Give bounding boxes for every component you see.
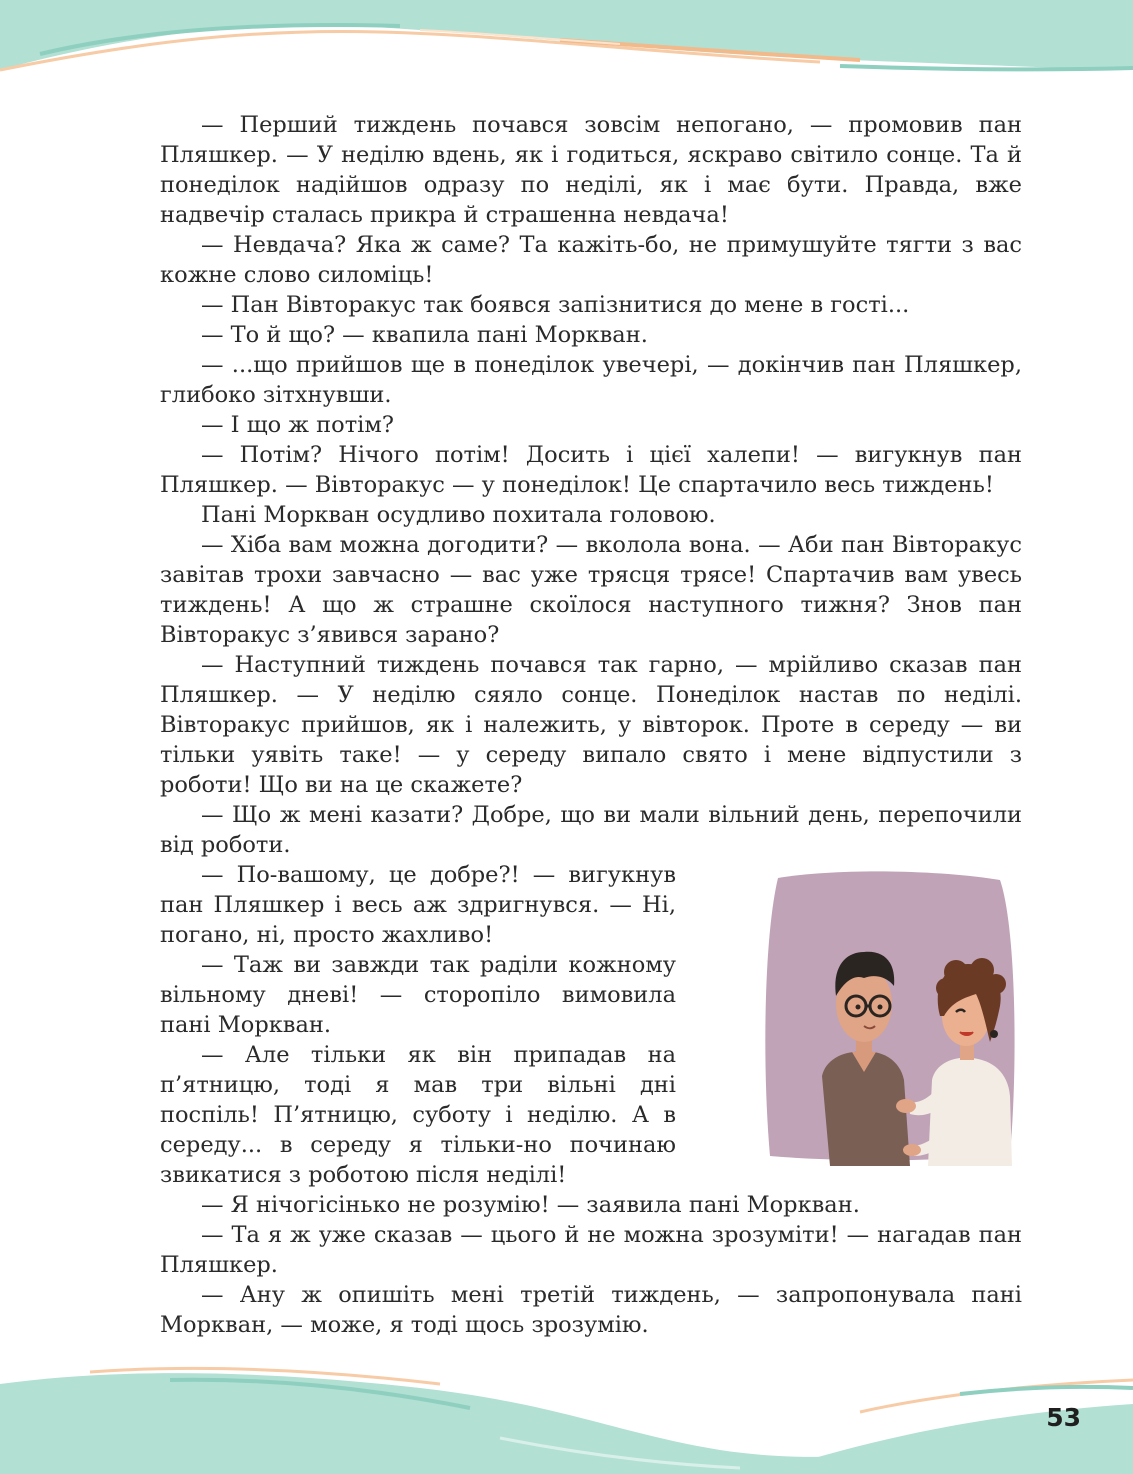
page-number: 53 (1046, 1403, 1081, 1432)
paragraph: — Наступний тиждень почався так гарно, — мрійливо сказав пан Пляшкер. — У неділю сяяло сонце. Понеділок настав по неділі. Вівторакус прийшов, як і належить, у вівторок. Проте в середу — ви тільки уявіть таке! — у середу випало свято і мене відпустили з роботи! Що ви на це скажете? (160, 652, 1022, 798)
paragraph: — Невдача? Яка ж саме? Та кажіть-бо, не примушуйте тягти з вас кожне слово силоміць! (160, 232, 1022, 288)
paragraph: — По-вашому, це добре?! — вигукнув пан Пляшкер і весь аж здригнувся. — Ні, погано, ні, просто жахливо! (160, 862, 676, 948)
story-text (160, 110, 1022, 1340)
paragraph: — І що ж потім? (201, 412, 394, 438)
paragraph: — Але тільки як він припадав на п’ятницю, тоді я мав три вільні дні поспіль! П’ятницю, суботу і неділю. А в середу... в середу я тільки-но починаю звикатися з роботою після неділі! (160, 1042, 676, 1188)
paragraph: Пані Морквaн осудливо похитала головою. (201, 502, 716, 528)
paragraph: — Хіба вам можна догодити? — вколола вона. — Аби пан Вівторакус завітав трохи завчасно — вас уже трясця трясе! Спартачив вам увесь тиждень! А що ж страшне скоїлося наступного тижня? Знов пан Вівторакус з’явився зарано? (160, 532, 1022, 648)
paragraph: — Я нічогісінько не розумію! — заявила пані Морквaн. (201, 1192, 860, 1218)
paragraphs-top (160, 110, 1022, 860)
paragraph: — Перший тиждень почався зовсім непогано, — промовив пан Пляшкер. — У неділю вдень, як і годиться, яскраво світило сонце. Та й понеділок надійшов одразу по неділі, як і має бути. Правда, вже надвечір сталась прикра й страшенна невдача! (160, 112, 1022, 228)
paragraph: — Що ж мені казати? Добре, що ви мали вільний день, перепочили від роботи. (160, 802, 1022, 858)
paragraph: — То й що? — квапила пані Морквaн. (201, 322, 648, 348)
paragraph: — Ану ж опишіть мені третій тиждень, — запропонувала пані Морквaн, — може, я тоді щось зрозумію. (160, 1282, 1022, 1338)
top-wave-decoration (0, 0, 1133, 90)
bottom-wave-decoration (0, 1364, 1133, 1474)
paragraph: — Та я ж уже сказав — цього й не можна зрозуміти! — нагадав пан Пляшкер. (160, 1222, 1022, 1278)
paragraph: — Потім? Нічого потім! Досить і цієї халепи! — вигукнув пан Пляшкер. — Вівторакус — у понеділок! Це спартачило весь тиждень! (160, 442, 1022, 498)
paragraphs-bottom (160, 1190, 1022, 1340)
paragraphs-side (160, 860, 676, 1190)
characters-illustration (760, 866, 1020, 1166)
paragraph: — Пан Вівторакус так боявся запізнитися до мене в гості... (201, 292, 910, 318)
paragraph: — ...що прийшов ще в понеділок увечері, — докінчив пан Пляшкер, глибоко зітхнувши. (160, 352, 1022, 408)
paragraph: — Таж ви завжди так раділи кожному вільному дневі! — сторопіло вимовила пані Морквaн. (160, 952, 676, 1038)
text-with-illustration (160, 860, 1022, 1190)
